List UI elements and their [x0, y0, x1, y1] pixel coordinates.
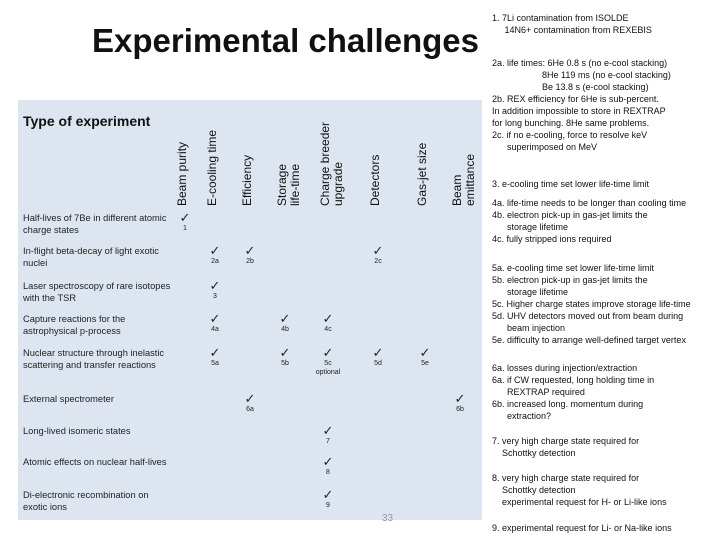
- check-icon: ✓: [279, 311, 291, 326]
- check-mark-cell: [314, 346, 342, 377]
- check-mark-cell: [201, 346, 229, 368]
- check-mark-cell: [411, 346, 439, 368]
- column-header-charge-breeder: Charge breeder upgrade: [318, 121, 345, 206]
- note-block: 8. very high charge state required for Schottky detection experimental request for H- or Li-like ions: [492, 473, 667, 507]
- note-reference: 2c: [374, 258, 382, 265]
- note-reference: 6a: [246, 406, 254, 413]
- note-reference: 5d: [374, 360, 382, 367]
- check-icon: ✓: [322, 454, 334, 469]
- column-header-efficiency: Efficiency: [240, 154, 254, 206]
- table-row-label: Laser spectroscopy of rare isotopes with the TSR: [23, 281, 171, 303]
- note-reference: 8: [326, 469, 330, 476]
- page-number: 33: [382, 513, 394, 524]
- table-row-label: Long-lived isomeric states: [23, 426, 131, 436]
- check-mark-cell: [201, 312, 229, 334]
- note-block: 1. 7Li contamination from ISOLDE 14N6+ contamination from REXEBIS: [492, 13, 652, 35]
- check-mark-cell: [364, 346, 392, 368]
- note-block: 6a. losses during injection/extraction 6a. if CW requested, long holding time in REXTRAP required 6b. increased long. momentum during extraction?: [492, 363, 655, 421]
- check-mark-cell: [271, 312, 299, 334]
- check-mark-cell: [271, 346, 299, 368]
- check-icon: ✓: [279, 345, 291, 360]
- check-icon: ✓: [372, 345, 384, 360]
- note-reference: 3: [213, 293, 217, 300]
- note-reference: 2a: [211, 258, 219, 265]
- check-mark-cell: [171, 211, 199, 233]
- note-reference: 4a: [211, 326, 219, 333]
- check-mark-cell: [201, 244, 229, 266]
- check-mark-cell: [314, 312, 342, 334]
- table-row-label: In-flight beta-decay of light exotic nuclei: [23, 246, 159, 268]
- check-mark-cell: [314, 424, 342, 446]
- note-block: 3. e-cooling time set lower life-time limit: [492, 179, 650, 189]
- check-icon: ✓: [209, 345, 221, 360]
- column-header-beam-purity: Beam purity: [175, 141, 189, 206]
- note-block: 2a. life times: 6He 0.8 s (no e-cool stacking) 8He 119 ms (no e-cool stacking) Be 13.8 s (e-cool stacking) 2b. REX efficiency for 6He is sub-percent. In addition impossible to store in REXTRAP for long bunching. 8He same problems. 2c. if no e-cooling, force to resolve keV superimposed on MeV: [492, 58, 671, 152]
- note-reference: 1: [183, 225, 187, 232]
- column-header-gas-jet-size: Gas-jet size: [415, 142, 429, 206]
- column-header-storage-lifetime: Storage life-time: [275, 163, 302, 206]
- note-reference: 6b: [456, 406, 464, 413]
- column-header-detectors: Detectors: [368, 154, 382, 206]
- check-icon: ✓: [179, 210, 191, 225]
- check-mark-cell: [201, 279, 229, 301]
- check-mark-cell: [314, 488, 342, 510]
- note-reference: 5b: [281, 360, 289, 367]
- check-mark-cell: [314, 455, 342, 477]
- table-row-label: Nuclear structure through inelastic scattering and transfer reactions: [23, 348, 165, 370]
- check-mark-cell: [236, 244, 264, 266]
- check-icon: ✓: [419, 345, 431, 360]
- check-icon: ✓: [209, 278, 221, 293]
- note-reference: 4c: [324, 326, 332, 333]
- slide-title: Experimental challenges: [92, 22, 479, 59]
- check-mark-cell: [446, 392, 474, 414]
- check-icon: ✓: [322, 345, 334, 360]
- note-reference: 5e: [421, 360, 429, 367]
- type-of-experiment-header: Type of experiment: [23, 113, 151, 129]
- note-block: 5a. e-cooling time set lower life-time limit 5b. electron pick-up in gas-jet limits the storage lifetime 5c. Higher charge states improve storage life-time 5d. UHV detectors moved out from beam during beam injection 5e. difficulty to arrange well-defined target vertex: [492, 263, 691, 345]
- check-icon: ✓: [244, 391, 256, 406]
- check-mark-cell: [236, 392, 264, 414]
- column-header-e-cooling-time: E-cooling time: [205, 129, 219, 206]
- check-icon: ✓: [244, 243, 256, 258]
- check-icon: ✓: [322, 423, 334, 438]
- table-row-label: Capture reactions for the astrophysical p-process: [23, 314, 126, 336]
- table-row-label: Half-lives of 7Be in different atomic charge states: [23, 213, 167, 235]
- check-mark-cell: [364, 244, 392, 266]
- check-icon: ✓: [322, 487, 334, 502]
- table-row-label: Di-electronic recombination on exotic ions: [23, 490, 149, 512]
- check-icon: ✓: [372, 243, 384, 258]
- note-reference: 7: [326, 438, 330, 445]
- check-icon: ✓: [209, 311, 221, 326]
- column-header-beam-emittance: Beam emittance: [450, 153, 477, 206]
- note-reference: 5a: [211, 360, 219, 367]
- note-reference: 5c optional: [315, 360, 341, 376]
- check-icon: ✓: [209, 243, 221, 258]
- check-icon: ✓: [454, 391, 466, 406]
- note-reference: 9: [326, 502, 330, 509]
- note-reference: 2b: [246, 258, 254, 265]
- note-block: 7. very high charge state required for Schottky detection: [492, 436, 640, 458]
- table-row-label: External spectrometer: [23, 394, 114, 404]
- note-block: 4a. life-time needs to be longer than cooling time 4b. electron pick-up in gas-jet limits the storage lifetime 4c. fully stripped ions required: [492, 198, 687, 244]
- check-icon: ✓: [322, 311, 334, 326]
- table-row-label: Atomic effects on nuclear half-lives: [23, 457, 167, 467]
- note-reference: 4b: [281, 326, 289, 333]
- note-block: 9. experimental request for Li- or Na-like ions: [492, 523, 672, 533]
